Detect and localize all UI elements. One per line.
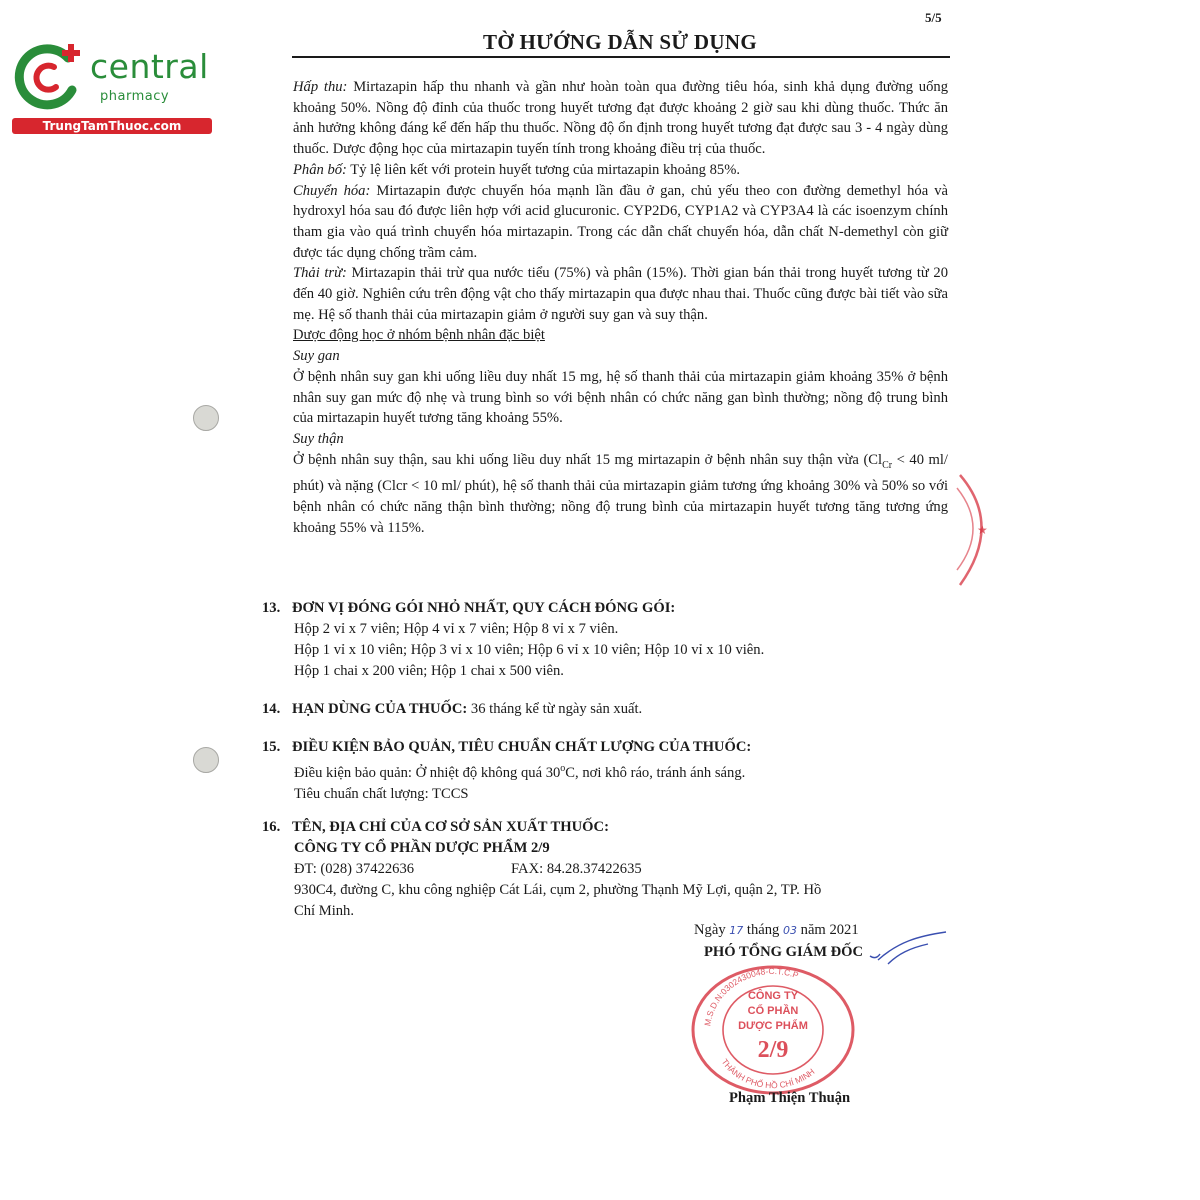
renal-text-1: Ở bệnh nhân suy thận, sau khi uống liều duy nhất 15 mg mirtazapin ở bệnh nhân suy thận vừa (Cl — [293, 451, 883, 468]
seal-line-1: CÔNG TY — [747, 990, 799, 1002]
section-14-number: 14. — [262, 701, 281, 717]
hepatic-label-line — [293, 346, 948, 367]
phone-text: ĐT: (028) 37422636 — [294, 861, 415, 877]
pharmacokinetics-section — [293, 77, 948, 538]
logo-sub-text: pharmacy — [100, 89, 170, 104]
date-day-prefix: Ngày — [694, 922, 730, 938]
shelf-life-text: 36 tháng kể từ ngày sản xuất. — [467, 701, 643, 717]
hepatic-label: Suy gan — [293, 348, 340, 365]
section-13-title: ĐƠN VỊ ĐÓNG GÓI NHỎ NHẤT, QUY CÁCH ĐÓNG GÓI: — [292, 600, 676, 616]
distribution-paragraph — [293, 160, 948, 181]
page-number: 5/5 — [925, 10, 942, 25]
absorption-text: Mirtazapin hấp thu nhanh và gần như hoàn toàn qua đường tiêu hóa, sinh khả dụng đường uống khoảng 50%. Nồng độ đỉnh của thuốc trong huyết tương đạt được khoảng 2 giờ sau khi dùng thuốc. Thức ăn ảnh hưởng không đáng kể đến hấp thu thuốc. Nồng độ ổn định trong huyết tương đạt được sau 3 - 4 ngày dùng thuốc. Dược động học của mirtazapin tuyến tính trong khoảng điều trị của thuốc. — [293, 79, 948, 158]
address-line: Chí Minh. — [294, 903, 355, 919]
signer-name: Phạm Thiện Thuận — [729, 1090, 851, 1106]
logo-site-link[interactable]: TrungTamThuoc.com — [12, 118, 212, 134]
svg-text:★: ★ — [977, 523, 988, 537]
renal-label-line — [293, 429, 948, 450]
fax-text: FAX: 84.28.37422635 — [511, 861, 642, 877]
seal-line-2: CỔ PHẦN — [747, 1005, 799, 1017]
metabolism-paragraph — [293, 181, 948, 264]
logo-brand-text: central — [90, 47, 209, 86]
renal-paragraph — [293, 450, 948, 539]
seal-line-3: DƯỢC PHẨM — [738, 1020, 808, 1032]
section-15 — [262, 737, 962, 805]
packaging-line: Hộp 1 chai x 200 viên; Hộp 1 chai x 500 viên. — [294, 663, 564, 679]
section-13-heading — [262, 598, 962, 619]
storage-text-1: Điều kiện bảo quản: Ở nhiệt độ không quá 30 — [294, 764, 561, 781]
metabolism-label: Chuyển hóa: — [293, 182, 371, 199]
packaging-line: Hộp 2 vỉ x 7 viên; Hộp 4 vỉ x 7 viên; Hộp 8 vỉ x 7 viên. — [294, 621, 619, 637]
date-day: 17 — [729, 924, 744, 937]
storage-condition-line — [262, 758, 962, 784]
section-16-heading — [262, 817, 962, 838]
punch-hole — [193, 405, 219, 431]
address-line: 930C4, đường C, khu công nghiệp Cát Lái, cụm 2, phường Thạnh Mỹ Lợi, quận 2, TP. Hồ — [294, 882, 822, 898]
section-15-heading — [262, 737, 962, 758]
elimination-label: Thải trừ: — [293, 265, 347, 282]
company-name: CÔNG TY CỔ PHẦN DƯỢC PHẨM 2/9 — [294, 840, 550, 856]
seal-line-4: 2/9 — [757, 1037, 789, 1063]
section-13-number: 13. — [262, 600, 281, 616]
section-16 — [262, 817, 962, 922]
distribution-text: Tỷ lệ liên kết với protein huyết tương của mirtazapin khoảng 85%. — [346, 161, 741, 178]
renal-subscript: Cr — [882, 459, 893, 471]
storage-text-2: C, nơi khô ráo, tránh ánh sáng. — [565, 764, 746, 781]
contact-line — [262, 859, 962, 880]
section-14 — [262, 699, 962, 720]
section-14-heading — [262, 699, 962, 720]
date-month-prefix: tháng — [743, 922, 783, 938]
edge-stamp-seal — [955, 470, 1005, 590]
punch-hole — [193, 747, 219, 773]
date-month: 03 — [783, 924, 797, 937]
renal-label: Suy thận — [293, 430, 344, 447]
elimination-text: Mirtazapin thải trừ qua nước tiểu (75%) và phân (15%). Thời gian bán thải trong huyết tương từ 20 đến 40 giờ. Nghiên cứu trên động vật cho thấy mirtazapin qua được nhau thai. Thuốc cũng được bài tiết vào sữa mẹ. Hệ số thanh thải của mirtazapin giảm ở người suy gan và suy thận. — [293, 265, 948, 323]
central-pharmacy-logo — [10, 38, 215, 138]
section-14-title: HẠN DÙNG CỦA THUỐC: — [292, 701, 468, 717]
special-populations-heading — [293, 325, 948, 346]
absorption-paragraph — [293, 77, 948, 160]
section-13 — [262, 598, 962, 682]
renal-text-2: < 40 ml/ phút) và nặng (Clcr < 10 ml/ phút), hệ số thanh thải của mirtazapin giảm tương ứng khoảng 30% và 50% so với bệnh nhân có chức năng thận bình thường; nồng độ trung bình của mirtazapin huyết tương tăng tương ứng khoảng 55% và 115%. — [293, 451, 948, 536]
title-rule — [292, 56, 950, 58]
metabolism-text: Mirtazapin được chuyển hóa mạnh lần đầu ở gan, chủ yếu theo con đường demethyl hóa và hydroxyl hóa sau đó được liên hợp với acid glucuronic. CYP2D6, CYP1A2 và CYP3A4 là các isoenzym chính tham gia vào quá trình chuyển hóa mirtazapin. Trong các dẫn chất chuyển hóa, dẫn chất N-demethyl còn giữ được tác dụng chống trầm cảm. — [293, 182, 948, 261]
packaging-line: Hộp 1 vỉ x 10 viên; Hộp 3 vỉ x 10 viên; Hộp 6 vỉ x 10 viên; Hộp 10 vỉ x 10 viên. — [294, 642, 765, 658]
elimination-paragraph — [293, 263, 948, 325]
central-logo-icon — [10, 38, 88, 116]
date-year-prefix: năm — [797, 922, 830, 938]
seal-ring-top-text: M.S.D.N:0302430048-C.T.C.P — [702, 965, 800, 1027]
hepatic-paragraph: Ở bệnh nhân suy gan khi uống liều duy nhất 15 mg, hệ số thanh thải của mirtazapin giảm khoảng 35% ở bệnh nhân suy gan mức độ nhẹ và trung bình so với bệnh nhân có chức năng gan bình thường; nồng độ trung bình của mirtazapin huyết tương tăng khoảng 55%. — [293, 368, 948, 427]
seal-ring-bottom-text: THÀNH PHỐ HỒ CHÍ MINH — [719, 1056, 817, 1091]
section-16-number: 16. — [262, 819, 281, 835]
company-seal-stamp — [688, 962, 858, 1097]
quality-standard-line: Tiêu chuẩn chất lượng: TCCS — [294, 785, 469, 802]
section-15-title: ĐIỀU KIỆN BẢO QUẢN, TIÊU CHUẨN CHẤT LƯỢNG CỦA THUỐC: — [292, 739, 752, 755]
storage-degree: o — [560, 763, 566, 774]
section-15-number: 15. — [262, 739, 281, 755]
section-16-title: TÊN, ĐỊA CHỈ CỦA CƠ SỞ SẢN XUẤT THUỐC: — [292, 819, 609, 835]
document-title: TỜ HƯỚNG DẪN SỬ DỤNG — [483, 30, 757, 54]
signer-role: PHÓ TỔNG GIÁM ĐỐC — [704, 944, 864, 960]
special-heading-text: Dược động học ở nhóm bệnh nhân đặc biệt — [293, 327, 545, 344]
absorption-label: Hấp thu: — [293, 79, 348, 95]
distribution-label: Phân bố: — [293, 161, 347, 178]
date-year: 2021 — [829, 922, 859, 938]
